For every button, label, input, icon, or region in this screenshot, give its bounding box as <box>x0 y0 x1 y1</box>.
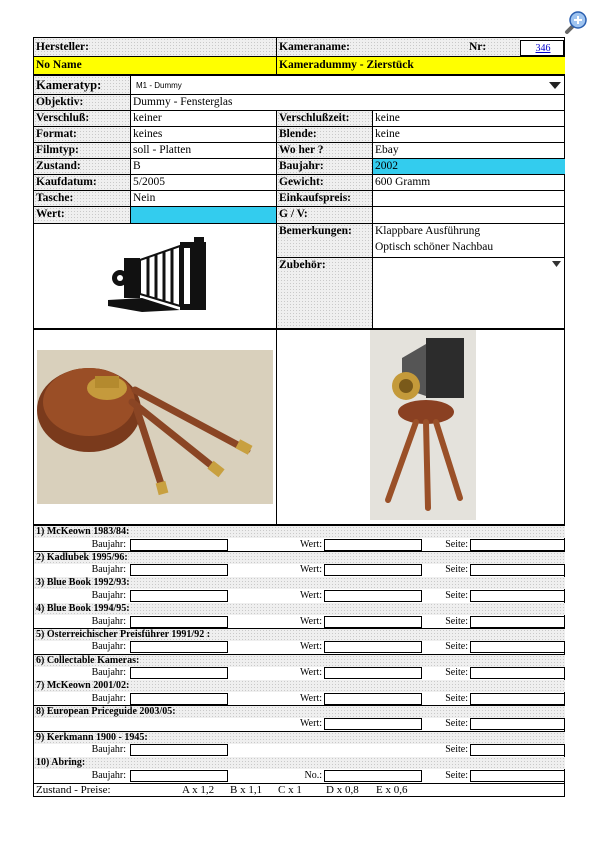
wert-input[interactable] <box>324 616 422 628</box>
wert-input[interactable] <box>324 667 422 679</box>
chevron-down-icon[interactable] <box>549 81 561 90</box>
kaufdatum-label: Kaufdatum: <box>34 175 130 191</box>
seite-input[interactable] <box>470 693 565 705</box>
zustand-label: Zustand: <box>34 159 130 175</box>
chevron-down-icon[interactable] <box>552 261 561 268</box>
factor-d: D x 0,8 <box>326 784 359 796</box>
verschluss-value: keiner <box>133 112 162 124</box>
baujahr-field-label: Baujahr: <box>91 564 126 576</box>
folding-camera-clipart <box>102 234 212 316</box>
factor-b: B x 1,1 <box>230 784 263 796</box>
wert-input[interactable] <box>324 590 422 602</box>
seite-field-label: Seite: <box>445 692 468 704</box>
baujahr-input[interactable] <box>130 641 228 653</box>
seite-field-label: Seite: <box>445 615 468 627</box>
baujahr-label: Baujahr: <box>277 159 372 175</box>
kameratyp-value: M1 - Dummy <box>136 81 182 90</box>
seite-input[interactable] <box>470 616 565 628</box>
gv-value <box>373 207 565 223</box>
seite-input[interactable] <box>470 641 565 653</box>
price-guide-title: 7) McKeown 2001/02: <box>34 680 565 692</box>
price-guide-title: 5) Österreichischer Preisführer 1991/92 : <box>34 629 565 641</box>
baujahr-field-label: Baujahr: <box>91 667 126 678</box>
wert-field-label: Wert: <box>300 589 322 601</box>
seite-input[interactable] <box>470 667 565 679</box>
baujahr-field-label: Baujahr: <box>91 692 126 704</box>
einkaufspreis-value <box>373 191 565 207</box>
price-guide-title: 9) Kerkmann 1900 - 1945: <box>34 732 565 744</box>
format-value: keines <box>133 128 163 140</box>
verschluss-label: Verschluß: <box>34 111 130 127</box>
price-guide-title: 1) McKeown 1983/84: <box>34 526 565 538</box>
blende-value: keine <box>375 128 400 140</box>
wert-label: Wert: <box>34 207 130 223</box>
hersteller-value: No Name <box>34 57 276 74</box>
tasche-label: Tasche: <box>34 191 130 207</box>
seite-field-label: Seite: <box>445 641 468 653</box>
price-guide-title: 10) Abring: <box>34 757 565 769</box>
baujahr-input[interactable] <box>130 590 228 602</box>
price-guide-title: 3) Blue Book 1992/93: <box>34 577 565 589</box>
objektiv-label: Objektiv: <box>34 95 130 111</box>
hersteller-label: Hersteller: <box>34 38 276 57</box>
zoom-in-icon[interactable] <box>563 10 589 36</box>
product-photo-coin-tripod <box>37 350 273 504</box>
wert-field-label: Wert: <box>300 692 322 704</box>
baujahr-field-label: Baujahr: <box>91 769 126 781</box>
nr-label: Nr: <box>469 41 487 53</box>
gewicht-label: Gewicht: <box>277 175 372 191</box>
wert-input[interactable] <box>324 718 422 730</box>
factor-a: A x 1,2 <box>182 784 215 796</box>
kaufdatum-value: 5/2005 <box>133 176 165 188</box>
wert-field-label: Wert: <box>300 615 322 627</box>
wert-field-label: Wert: <box>300 718 322 730</box>
baujahr-input[interactable] <box>130 693 228 705</box>
woher-value: Ebay <box>375 144 399 156</box>
seite-input[interactable] <box>470 770 565 782</box>
seite-field-label: Seite: <box>445 667 468 678</box>
seite-input[interactable] <box>470 590 565 602</box>
baujahr-input[interactable] <box>130 744 228 756</box>
einkaufspreis-label: Einkaufspreis: <box>277 191 372 207</box>
baujahr-input[interactable] <box>130 667 228 679</box>
camera-record-form <box>33 37 565 797</box>
verschlusszeit-value: keine <box>375 112 400 124</box>
zubehoer-label: Zubehör: <box>277 258 372 328</box>
baujahr-field-label: Baujahr: <box>91 538 126 550</box>
baujahr-field-label: Baujahr: <box>91 615 126 627</box>
product-photo-camera-on-tripod <box>370 330 476 520</box>
seite-input[interactable] <box>470 718 565 730</box>
kameratyp-label: Kameratyp: <box>34 76 130 95</box>
zustand-preise-row <box>34 784 565 797</box>
zustand-preise-label: Zustand - Preise: <box>36 784 111 796</box>
seite-field-label: Seite: <box>445 718 468 730</box>
bemerkungen-label: Bemerkungen: <box>277 224 372 258</box>
price-guide-title: 4) Blue Book 1994/95: <box>34 603 565 615</box>
filmtyp-label: Filmtyp: <box>34 143 130 159</box>
baujahr-input[interactable] <box>130 770 228 782</box>
baujahr-value: 2002 <box>373 159 565 175</box>
baujahr-field-label: Baujahr: <box>91 744 126 756</box>
wert-input[interactable] <box>324 564 422 576</box>
baujahr-field-label: Baujahr: <box>91 589 126 601</box>
wert-field-label: No.: <box>304 769 322 781</box>
bemerkungen-line2: Optisch schöner Nachbau <box>375 241 494 253</box>
seite-field-label: Seite: <box>445 769 468 781</box>
format-label: Format: <box>34 127 130 143</box>
zustand-value: B <box>133 160 141 172</box>
filmtyp-value: soll - Platten <box>133 144 192 156</box>
baujahr-input[interactable] <box>130 539 228 551</box>
seite-field-label: Seite: <box>445 564 468 576</box>
nr-link[interactable]: 346 <box>535 43 551 54</box>
wert-input[interactable] <box>324 641 422 653</box>
gv-label: G / V: <box>277 207 372 223</box>
wert-field-label: Wert: <box>300 641 322 653</box>
woher-label: Wo her ? <box>277 143 372 159</box>
tasche-value: Nein <box>133 192 156 204</box>
factor-e: E x 0,6 <box>376 784 408 796</box>
wert-field-label: Wert: <box>300 667 322 678</box>
seite-input[interactable] <box>470 744 565 756</box>
price-guide-title: 6) Collectable Kameras: <box>34 655 565 667</box>
kameratyp-select[interactable] <box>131 76 565 95</box>
wert-value <box>131 207 276 223</box>
seite-input[interactable] <box>470 564 565 576</box>
price-guide-title: 2) Kadlubek 1995/96: <box>34 552 565 564</box>
objektiv-value: Dummy - Fensterglas <box>133 96 233 108</box>
wert-input[interactable] <box>324 770 422 782</box>
verschlusszeit-label: Verschlußzeit: <box>277 111 372 127</box>
factor-c: C x 1 <box>278 784 302 796</box>
kameraname-value: Kameradummy - Zierstück <box>277 57 565 74</box>
wert-input[interactable] <box>324 539 422 551</box>
seite-field-label: Seite: <box>445 589 468 601</box>
wert-field-label: Wert: <box>300 538 322 550</box>
price-guide-title: 8) European Priceguide 2003/05: <box>34 706 565 718</box>
baujahr-input[interactable] <box>130 564 228 576</box>
kameraname-label: Kameraname: <box>279 41 350 53</box>
seite-field-label: Seite: <box>445 538 468 550</box>
baujahr-field-label: Baujahr: <box>91 641 126 653</box>
seite-field-label: Seite: <box>445 744 468 756</box>
bemerkungen-line1: Klappbare Ausführung <box>375 225 481 237</box>
wert-input[interactable] <box>324 693 422 705</box>
seite-input[interactable] <box>470 539 565 551</box>
baujahr-input[interactable] <box>130 616 228 628</box>
gewicht-value: 600 Gramm <box>375 176 431 188</box>
wert-field-label: Wert: <box>300 564 322 576</box>
blende-label: Blende: <box>277 127 372 143</box>
zubehoer-select[interactable] <box>373 258 565 274</box>
